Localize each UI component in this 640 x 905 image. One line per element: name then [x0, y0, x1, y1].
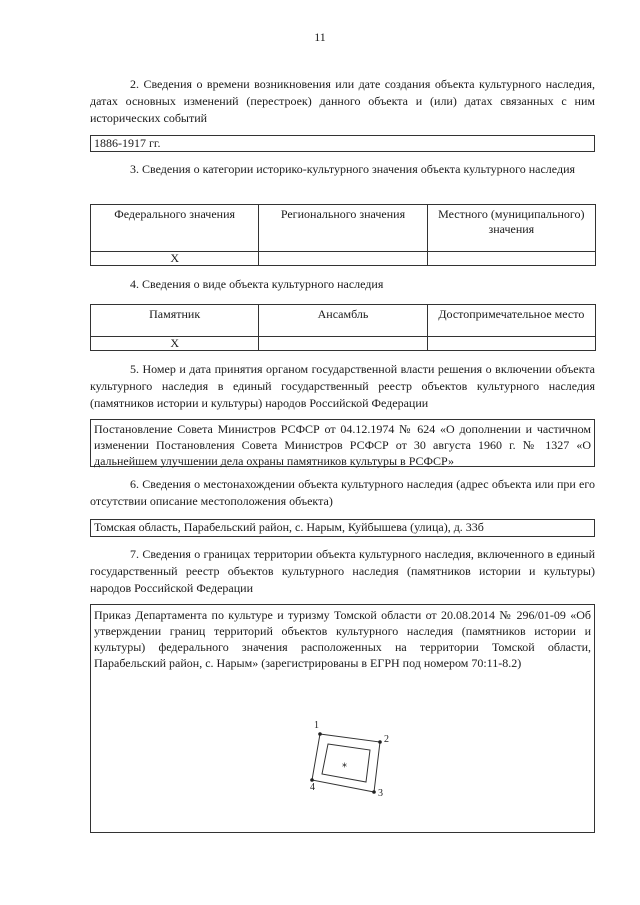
- point-3-label: 3: [378, 788, 383, 799]
- point-1-marker: [318, 732, 322, 736]
- category-table: [90, 204, 596, 266]
- section-3-heading: 3. Сведения о категории историко-культурного значения объекта культурного наследия: [130, 162, 576, 176]
- type-landmark-mark: [427, 337, 595, 351]
- type-ensemble-mark: [259, 337, 427, 351]
- section-7-value: Приказ Департамента по культуре и туризму Томской области от 20.08.2014 № 296/01-09 «Об утверждении границ территорий объектов культурного наследия (памятников истории и культуры) федерального значения расположенных на территории Томской области, Парабельский район, с. Нарым» (зарегистрированы в ЕГРН под номером 70:11-8.2): [94, 608, 591, 670]
- point-2-marker: [378, 740, 382, 744]
- point-1-label: 1: [314, 720, 319, 731]
- table-mark-row: [91, 252, 596, 266]
- table-header-row: [91, 305, 596, 337]
- category-federal-header: Федерального значения: [91, 205, 259, 252]
- section-2-value: 1886-1917 гг.: [90, 135, 595, 152]
- section-4-heading: 4. Сведения о виде объекта культурного наследия: [130, 277, 384, 291]
- type-ensemble-header: Ансамбль: [259, 305, 427, 337]
- category-local-header: Местного (муниципального) значения: [427, 205, 595, 252]
- category-regional-mark: [259, 252, 427, 266]
- section-2-heading: 2. Сведения о времени возникновения или дате создания объекта культурного наследия, датах основных изменений (перестроек) данного объекта и (или) датах связанных с ним исторических событий: [90, 77, 595, 125]
- point-4-label: 4: [310, 782, 315, 793]
- category-federal-mark: Х: [91, 252, 259, 266]
- type-monument-mark: Х: [91, 337, 259, 351]
- section-5-heading: 5. Номер и дата принятия органом государственной власти решения о включении объекта культурного наследия в единый государственный реестр объектов культурного наследия (памятников истории и культуры) народов Российской Федерации: [90, 362, 595, 410]
- type-landmark-header: Достопримечательное место: [427, 305, 595, 337]
- section-5-value: Постановление Совета Министров РСФСР от 04.12.1974 № 624 «О дополнении и частичном изменении Постановления Совета Министров РСФСР от 30 августа 1960 г. № 1327 «О дальнейшем улучшении дела охраны памятников культуры в РСФСР»: [90, 419, 595, 467]
- type-monument-header: Памятник: [91, 305, 259, 337]
- page-number: 11: [314, 30, 326, 44]
- section-7-heading: 7. Сведения о границах территории объекта культурного наследия, включенного в единый государственный реестр объектов культурного наследия (памятников истории и культуры) народов Российской Федерации: [90, 547, 595, 595]
- point-2-label: 2: [384, 734, 389, 745]
- category-local-mark: [427, 252, 595, 266]
- type-table: [90, 304, 596, 351]
- table-header-row: [91, 205, 596, 252]
- table-mark-row: [91, 337, 596, 351]
- center-mark-icon: ⁎: [342, 759, 347, 770]
- point-3-marker: [372, 790, 376, 794]
- section-6-value: Томская область, Парабельский район, с. Нарым, Куйбышева (улица), д. 33б: [90, 519, 595, 537]
- territory-plan: [300, 714, 410, 804]
- section-6-heading: 6. Сведения о местонахождении объекта культурного наследия (адрес объекта или при его отсутствии описание местоположения объекта): [90, 477, 595, 508]
- category-regional-header: Регионального значения: [259, 205, 427, 252]
